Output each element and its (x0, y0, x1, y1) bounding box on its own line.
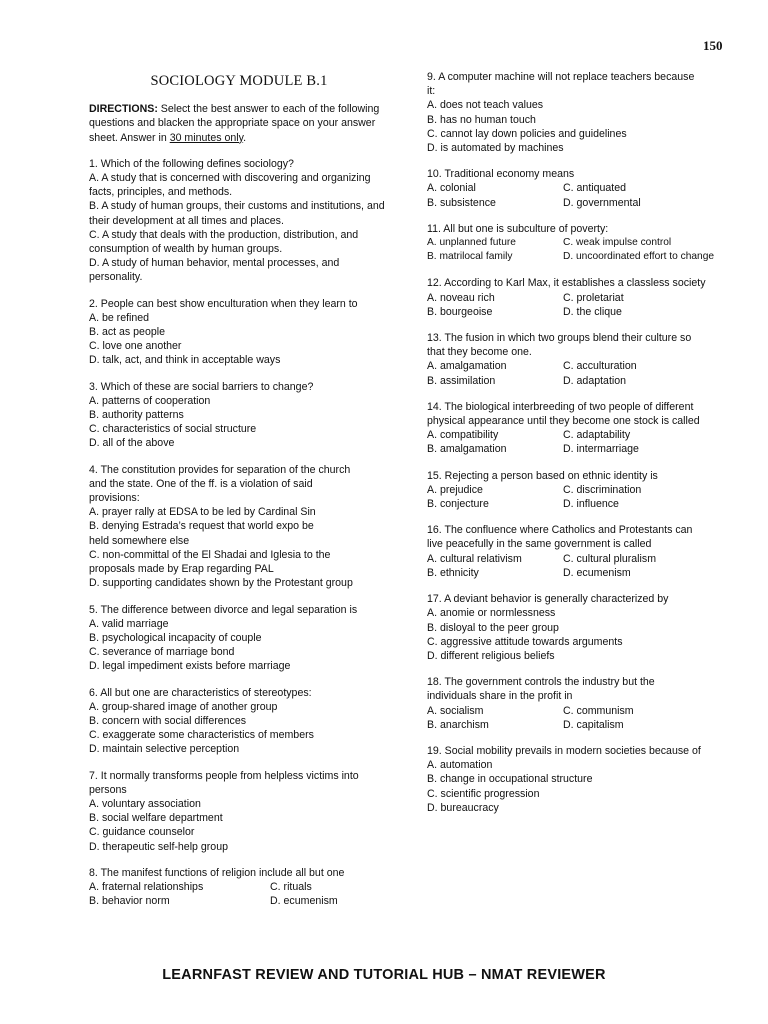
option-row (427, 704, 727, 718)
option: D. A study of human behavior, mental processes, and personality. (89, 257, 340, 284)
option: B. has no human touch (427, 113, 536, 126)
option: C. aggressive attitude towards arguments (427, 635, 623, 648)
right-column (427, 70, 727, 827)
option: D. legal impediment exists before marriage (89, 660, 291, 673)
option-row (427, 718, 727, 732)
question-6 (89, 686, 389, 757)
option: B. psychological incapacity of couple (89, 631, 262, 644)
question-19 (427, 744, 727, 815)
question-stem: that they become one. (427, 346, 532, 359)
option: B. authority patterns (89, 409, 184, 422)
question-15 (427, 469, 727, 512)
option-row (427, 250, 727, 264)
option: A. prayer rally at EDSA to be led by Cardinal Sin (89, 506, 316, 519)
question-stem: provisions: (89, 492, 140, 505)
option: C. characteristics of social structure (89, 423, 257, 436)
option-row (427, 359, 727, 373)
question-7 (89, 769, 389, 854)
directions-text: Select the best answer to each of the following questions and blacken the appropriate space on your answer sheet. Answer in (89, 103, 380, 144)
left-question-list (89, 157, 389, 854)
question-12 (427, 276, 727, 319)
option-row (427, 552, 727, 566)
option: A. automation (427, 759, 493, 772)
option: A. voluntary association (89, 797, 201, 810)
option: B. conjecture (427, 498, 489, 511)
option: B. disloyal to the peer group (427, 621, 559, 634)
option: B. A study of human groups, their customs and institutions, and their development at all times and places. (89, 200, 385, 227)
option: D. therapeutic self-help group (89, 840, 228, 853)
question-stem: persons (89, 783, 127, 796)
option: C. antiquated (563, 182, 627, 195)
option: A. anomie or normlessness (427, 607, 556, 620)
question-stem: 9. A computer machine will not replace teachers because (427, 71, 695, 83)
option: D. is automated by machines (427, 142, 564, 155)
question-stem: 14. The biological interbreeding of two people of different (427, 400, 694, 413)
option: C. non-committal of the El Shadai and Iglesia to the (89, 548, 331, 561)
option: A. noveau rich (427, 291, 495, 304)
option-row (427, 442, 727, 456)
option-row (427, 497, 727, 511)
option: B. concern with social differences (89, 714, 247, 727)
option: D. influence (563, 498, 619, 511)
option: B. ethnicity (427, 566, 479, 579)
question-stem: 8. The manifest functions of religion include all but one (89, 866, 345, 879)
option: D. different religious beliefs (427, 649, 555, 662)
directions-label: DIRECTIONS: (89, 103, 158, 116)
option: C. severance of marriage bond (89, 646, 235, 659)
option: C. love one another (89, 340, 182, 353)
option: C. adaptability (563, 429, 631, 442)
option-row (427, 236, 727, 250)
option: D. the clique (563, 305, 622, 318)
option: B. matrilocal family (427, 251, 513, 263)
option: B. anarchism (427, 718, 489, 731)
question-stem: 2. People can best show enculturation when they learn to (89, 297, 358, 310)
question-8 (89, 866, 389, 909)
question-stem: 10. Traditional economy means (427, 168, 575, 181)
option: A. compatibility (427, 429, 499, 442)
option: D. bureaucracy (427, 801, 499, 814)
question-1 (89, 157, 389, 285)
option: A. patterns of cooperation (89, 394, 211, 407)
option: A. unplanned future (427, 237, 516, 249)
option-row (427, 374, 727, 388)
option: A. cultural relativism (427, 552, 522, 565)
option: D. maintain selective perception (89, 743, 240, 756)
time-limit: 30 minutes only (169, 131, 244, 144)
question-5 (89, 603, 389, 674)
question-stem: individuals share in the profit in (427, 690, 573, 703)
option: C. cannot lay down policies and guidelines (427, 127, 627, 140)
option: C. cultural pluralism (563, 552, 657, 565)
question-stem: and the state. One of the ff. is a violation of said (89, 477, 313, 490)
question-stem: 1. Which of the following defines sociology? (89, 157, 294, 170)
option: B. subsistence (427, 196, 496, 209)
option: A. does not teach values (427, 99, 544, 112)
question-10 (427, 167, 727, 210)
option: C. communism (563, 704, 634, 717)
question-stem: physical appearance until they become one stock is called (427, 415, 700, 428)
question-stem: 7. It normally transforms people from helpless victims into (89, 769, 359, 782)
option: proposals made by Erap regarding PAL (89, 563, 274, 576)
question-2 (89, 297, 389, 368)
question-stem: 5. The difference between divorce and legal separation is (89, 603, 358, 616)
question-stem: 12. According to Karl Max, it establishes a classless society (427, 277, 706, 290)
option: C. acculturation (563, 360, 637, 373)
question-stem: it: (427, 85, 436, 98)
question-stem: 19. Social mobility prevails in modern societies because of (427, 744, 701, 757)
question-11 (427, 222, 727, 265)
option: A. group-shared image of another group (89, 700, 278, 713)
question-14 (427, 400, 727, 457)
option: B. behavior norm (89, 895, 170, 908)
option: B. social welfare department (89, 812, 223, 825)
question-18 (427, 675, 727, 732)
question-stem: 13. The fusion in which two groups blend their culture so (427, 332, 692, 345)
question-4 (89, 463, 389, 591)
option: D. supporting candidates shown by the Protestant group (89, 577, 353, 590)
option: A. socialism (427, 704, 484, 717)
option-row (427, 483, 727, 497)
option: A. be refined (89, 311, 150, 324)
option: held somewhere else (89, 534, 190, 547)
question-9 (427, 70, 727, 155)
left-column (89, 70, 389, 920)
question-stem: 6. All but one are characteristics of stereotypes: (89, 686, 312, 699)
option-row (89, 894, 389, 908)
directions: DIRECTIONS: Select the best answer to each of the following questions and blacken the appropriate space on your answer sheet. Answer in 30 minutes only. (89, 103, 380, 144)
option: A. colonial (427, 182, 476, 195)
question-stem: 11. All but one is subculture of poverty: (427, 222, 609, 235)
question-stem: live peacefully in the same government is called (427, 538, 652, 551)
option: A. A study that is concerned with discovering and organizing facts, principles, and methods. (89, 172, 371, 199)
option: C. proletariat (563, 291, 624, 304)
option-row (89, 880, 389, 894)
question-13 (427, 331, 727, 388)
option: B. bourgeoise (427, 305, 493, 318)
module-title: SOCIOLOGY MODULE B.1 (150, 73, 328, 89)
page-number: 150 (703, 38, 723, 53)
option: C. exaggerate some characteristics of members (89, 729, 314, 742)
option: C. scientific progression (427, 787, 540, 800)
footer-title: LEARNFAST REVIEW AND TUTORIAL HUB – NMAT REVIEWER (162, 967, 606, 983)
option: A. valid marriage (89, 617, 169, 630)
option: D. adaptation (563, 374, 627, 387)
option: C. guidance counselor (89, 826, 195, 839)
option-row (427, 291, 727, 305)
option-row (427, 566, 727, 580)
option: B. change in occupational structure (427, 773, 593, 786)
question-17 (427, 592, 727, 663)
option: A. amalgamation (427, 360, 507, 373)
question-stem: 18. The government controls the industry but the (427, 676, 655, 689)
option: C. A study that deals with the production, distribution, and consumption of wealth by human groups. (89, 228, 359, 256)
option-row (427, 196, 727, 210)
option: D. capitalism (563, 718, 624, 731)
option: D. governmental (563, 196, 641, 209)
option: C. discrimination (563, 483, 642, 496)
option: D. uncoordinated effort to change (563, 251, 715, 263)
right-question-list (427, 167, 727, 580)
option: B. act as people (89, 326, 165, 339)
option: D. ecumenism (563, 566, 631, 579)
question-stem: 15. Rejecting a person based on ethnic identity is (427, 469, 658, 482)
option: B. amalgamation (427, 443, 507, 456)
option-row (427, 428, 727, 442)
option-row (427, 181, 727, 195)
option: D. ecumenism (270, 895, 338, 908)
question-stem: 17. A deviant behavior is generally characterized by (427, 593, 669, 606)
option: A. prejudice (427, 483, 483, 496)
option: D. all of the above (89, 437, 175, 450)
question-16 (427, 523, 727, 580)
question-stem: 16. The confluence where Catholics and Protestants can (427, 524, 693, 537)
question-3 (89, 380, 389, 451)
option-row (427, 305, 727, 319)
option: B. denying Estrada’s request that world expo be (89, 520, 314, 533)
option: C. rituals (270, 880, 312, 893)
question-stem: 4. The constitution provides for separation of the church (89, 463, 351, 476)
option: C. weak impulse control (563, 237, 672, 249)
option: B. assimilation (427, 374, 496, 387)
option: D. intermarriage (563, 443, 639, 456)
option: A. fraternal relationships (89, 880, 204, 893)
option: D. talk, act, and think in acceptable ways (89, 354, 281, 367)
question-stem: 3. Which of these are social barriers to change? (89, 380, 314, 393)
